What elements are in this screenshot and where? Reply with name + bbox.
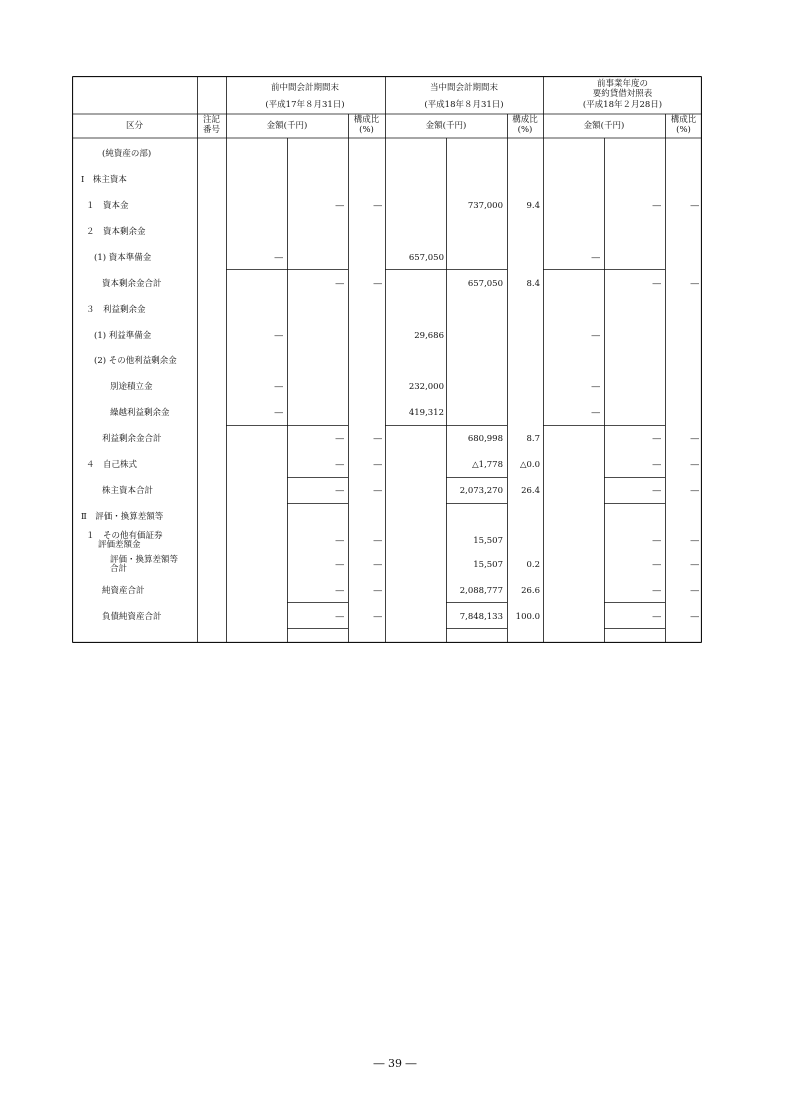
col-note-header-2: 番号 bbox=[202, 125, 220, 135]
prev-ratio-cell: ― bbox=[373, 586, 382, 596]
curr-ratio-cell: 26.4 bbox=[521, 486, 540, 496]
row-label: 純資産合計 bbox=[102, 586, 145, 596]
curr-ratio-cell: 8.7 bbox=[526, 434, 540, 444]
row-label: １ その他有価証券 bbox=[86, 531, 163, 541]
py-subamount-cell: ― bbox=[591, 408, 600, 418]
curr-ratio-cell: 26.6 bbox=[521, 586, 540, 596]
prev-year-date: (平成18年２月28日) bbox=[582, 100, 663, 110]
prev-ratio-cell: ― bbox=[373, 279, 382, 289]
row-label: 別途積立金 bbox=[110, 382, 153, 392]
prev-total-cell: ― bbox=[335, 536, 344, 546]
py-amount-header: 金額(千円) bbox=[583, 121, 625, 131]
prev-total-cell: ― bbox=[335, 612, 344, 622]
py-ratio-cell: ― bbox=[690, 434, 699, 444]
py-total-cell: ― bbox=[652, 536, 661, 546]
curr-ratio-header-1: 構成比 bbox=[512, 115, 538, 125]
row-label: (純資産の部) bbox=[102, 149, 152, 159]
prev-total-cell: ― bbox=[335, 201, 344, 211]
prev-ratio-cell: ― bbox=[373, 434, 382, 444]
prev-ratio-cell: ― bbox=[373, 612, 382, 622]
py-ratio-cell: ― bbox=[690, 460, 699, 470]
py-total-cell: ― bbox=[652, 586, 661, 596]
py-total-cell: ― bbox=[652, 560, 661, 570]
curr-subamount-cell: 419,312 bbox=[408, 408, 444, 418]
row-label: ２ 資本剰余金 bbox=[86, 227, 146, 237]
curr-subamount-cell: 657,050 bbox=[408, 253, 444, 263]
curr-subamount-cell: 29,686 bbox=[414, 331, 444, 341]
prev-ratio-cell: ― bbox=[373, 486, 382, 496]
curr-amount-header: 金額(千円) bbox=[425, 121, 467, 131]
prev-total-cell: ― bbox=[335, 486, 344, 496]
row-label: 株主資本合計 bbox=[102, 486, 154, 496]
curr-ratio-cell: 100.0 bbox=[515, 612, 540, 622]
py-ratio-cell: ― bbox=[690, 279, 699, 289]
curr-interim-date: (平成18年８月31日) bbox=[424, 100, 504, 110]
curr-total-cell: 2,088,777 bbox=[459, 586, 503, 596]
row-label: (1) 資本準備金 bbox=[94, 253, 152, 263]
curr-total-cell: 680,998 bbox=[467, 434, 503, 444]
row-label: ３ 利益剰余金 bbox=[86, 305, 146, 315]
py-total-cell: ― bbox=[652, 486, 661, 496]
prev-total-cell: ― bbox=[335, 586, 344, 596]
prev-ratio-cell: ― bbox=[373, 460, 382, 470]
row-label: ４ 自己株式 bbox=[86, 460, 138, 470]
prev-ratio-header-1: 構成比 bbox=[353, 115, 380, 125]
curr-subamount-cell: 232,000 bbox=[408, 382, 444, 392]
prev-total-cell: ― bbox=[335, 434, 344, 444]
prev-subamount-cell: ― bbox=[274, 331, 283, 341]
row-label: 繰越利益剰余金 bbox=[110, 408, 170, 418]
curr-ratio-cell: △0.0 bbox=[519, 460, 540, 470]
curr-ratio-cell: 8.4 bbox=[526, 279, 540, 289]
prev-total-cell: ― bbox=[335, 460, 344, 470]
curr-ratio-cell: 9.4 bbox=[526, 201, 540, 211]
prev-ratio-cell: ― bbox=[373, 201, 382, 211]
curr-interim-title: 当中間会計期間末 bbox=[429, 83, 498, 93]
prev-year-title-2: 要約貸借対照表 bbox=[592, 89, 653, 99]
curr-total-cell: 7,848,133 bbox=[459, 612, 503, 622]
curr-total-cell: 15,507 bbox=[473, 560, 503, 570]
row-label: (2) その他利益剰余金 bbox=[94, 356, 177, 366]
curr-total-cell: 737,000 bbox=[467, 201, 503, 211]
curr-ratio-cell: 0.2 bbox=[526, 560, 540, 570]
row-label-line2: 評価差額金 bbox=[98, 540, 141, 550]
row-label: 利益剰余金合計 bbox=[102, 434, 162, 444]
py-total-cell: ― bbox=[652, 201, 661, 211]
py-ratio-cell: ― bbox=[690, 536, 699, 546]
py-ratio-cell: ― bbox=[690, 560, 699, 570]
prev-interim-date: (平成17年８月31日) bbox=[265, 100, 345, 110]
balance-sheet-table bbox=[72, 76, 702, 643]
row-label: Ⅰ 株主資本 bbox=[81, 175, 127, 185]
row-label: Ⅱ 評価・換算差額等 bbox=[81, 512, 164, 522]
curr-total-cell: 15,507 bbox=[473, 536, 503, 546]
py-ratio-cell: ― bbox=[690, 586, 699, 596]
prev-subamount-cell: ― bbox=[274, 382, 283, 392]
py-ratio-cell: ― bbox=[690, 486, 699, 496]
prev-total-cell: ― bbox=[335, 560, 344, 570]
prev-amount-header: 金額(千円) bbox=[266, 121, 308, 131]
row-label: 負債純資産合計 bbox=[102, 612, 162, 622]
py-subamount-cell: ― bbox=[591, 253, 600, 263]
curr-total-cell: △1,778 bbox=[472, 460, 503, 470]
py-ratio-header-2: (%) bbox=[676, 125, 691, 135]
page-number: ― 39 ― bbox=[373, 1057, 417, 1070]
py-ratio-cell: ― bbox=[690, 201, 699, 211]
col-category-header: 区分 bbox=[125, 121, 143, 131]
py-subamount-cell: ― bbox=[591, 331, 600, 341]
py-ratio-header-1: 構成比 bbox=[670, 115, 697, 125]
row-label: 資本剰余金合計 bbox=[102, 279, 162, 289]
prev-year-title-1: 前事業年度の bbox=[596, 79, 648, 89]
prev-subamount-cell: ― bbox=[274, 408, 283, 418]
curr-total-cell: 657,050 bbox=[467, 279, 503, 289]
col-note-header-1: 注記 bbox=[202, 115, 220, 125]
prev-total-cell: ― bbox=[335, 279, 344, 289]
prev-interim-title: 前中間会計期間末 bbox=[270, 83, 339, 93]
prev-ratio-header-2: (%) bbox=[359, 125, 374, 135]
curr-total-cell: 2,073,270 bbox=[459, 486, 503, 496]
row-label-line2: 合計 bbox=[110, 564, 128, 574]
py-total-cell: ― bbox=[652, 279, 661, 289]
py-total-cell: ― bbox=[652, 434, 661, 444]
py-total-cell: ― bbox=[652, 460, 661, 470]
py-ratio-cell: ― bbox=[690, 612, 699, 622]
prev-ratio-cell: ― bbox=[373, 536, 382, 546]
curr-ratio-header-2: (%) bbox=[517, 125, 533, 135]
prev-subamount-cell: ― bbox=[274, 253, 283, 263]
row-label: 評価・換算差額等 bbox=[110, 555, 179, 565]
prev-ratio-cell: ― bbox=[373, 560, 382, 570]
row-label: (1) 利益準備金 bbox=[94, 331, 152, 341]
py-total-cell: ― bbox=[652, 612, 661, 622]
row-label: １ 資本金 bbox=[86, 201, 129, 211]
py-subamount-cell: ― bbox=[591, 382, 600, 392]
